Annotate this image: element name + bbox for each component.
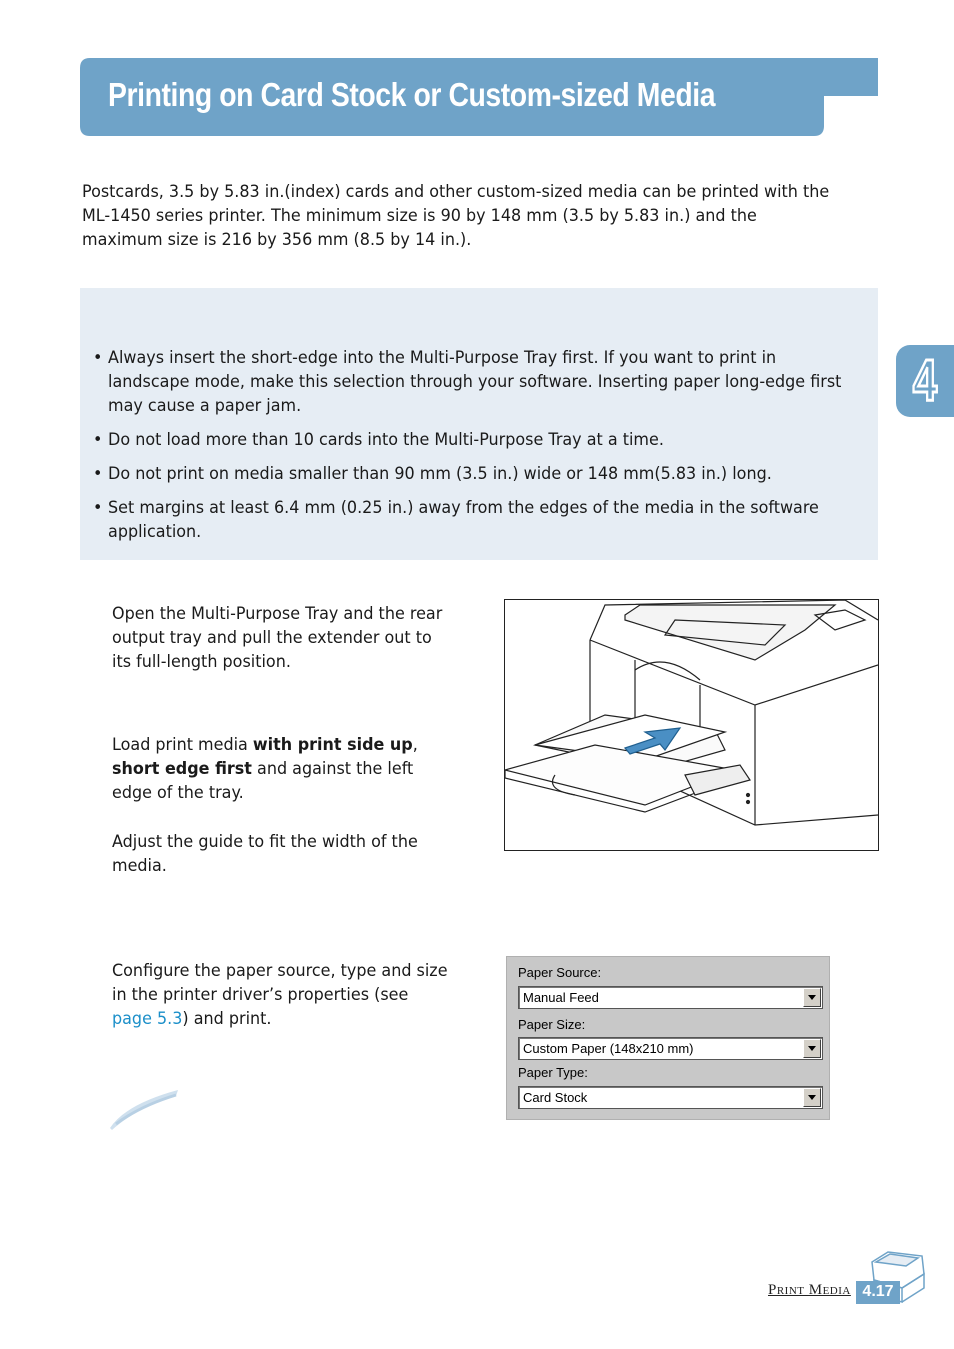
note-item [93,496,854,544]
dropdown-arrow-icon[interactable] [803,988,821,1007]
print-properties-dialog [506,956,830,1120]
note-item [93,462,854,486]
step-2b-text: Adjust the guide to fit the width of the media. [112,832,418,876]
note-item [93,428,854,452]
paper-type-label: Paper Type: [518,1065,588,1080]
paper-source-label: Paper Source: [518,965,602,980]
note-text: Always insert the short-edge into the Multi-Purpose Tray first. If you want to print in landscape mode, make this selection through your software. Inserting paper long-edge first may cause a paper jam. [108,348,842,416]
note-text: Do not print on media smaller than 90 mm (3.5 in.) wide or 148 mm(5.83 in.) long. [108,464,772,484]
paper-type-select[interactable] [518,1086,823,1109]
step-2-prefix: Load print media [112,735,253,755]
brush-stroke-icon [106,1086,182,1136]
step-2-suffix: and against the left edge of the tray. [112,759,414,803]
step-2-bold-edge: short edge first [112,759,252,779]
intro-paragraph: Postcards, 3.5 by 5.83 in.(index) cards and other custom-sized media can be printed with the ML-1450 series printer. The minimum size is 90 by 148 mm (3.5 by 5.83 in.) and the maximum size is 216 by 356 mm (8.5 by 14 in.). [82,182,830,250]
note-item [93,346,854,418]
paper-source-select[interactable] [518,986,823,1009]
chapter-tab [896,345,954,417]
note-text: Set margins at least 6.4 mm (0.25 in.) away from the edges of the media in the software application. [108,498,819,542]
step-3-suffix: ) and print. [182,1009,272,1029]
step-2-bold-side: with print side up [252,735,413,755]
bullet: • [93,348,103,368]
notes-list [93,346,854,554]
step-2-mid: , [412,735,418,755]
page-link[interactable]: page 5.3 [112,1009,183,1029]
dropdown-arrow-icon[interactable] [803,1039,821,1058]
step-1-text: Open the Multi-Purpose Tray and the rear output tray and pull the extender out to its full-length position. [112,604,443,672]
chapter-number: 4 [912,348,938,413]
dropdown-arrow-icon[interactable] [803,1088,821,1107]
paper-source-value: Manual Feed [523,990,599,1005]
page-number: 4.17 [862,1283,894,1300]
bullet: • [93,464,103,484]
paper-size-value: Custom Paper (148x210 mm) [523,1041,694,1056]
page-number-box [856,1281,900,1304]
paper-type-value: Card Stock [523,1090,588,1105]
step-3-text [112,959,450,1031]
printer-illustration [504,599,879,851]
footer-section-title: Print Media [768,1282,851,1298]
step-2-text [112,733,450,805]
bullet: • [93,498,103,518]
paper-size-select[interactable] [518,1037,823,1060]
bullet: • [93,430,103,450]
note-text: Do not load more than 10 cards into the Multi-Purpose Tray at a time. [108,430,664,450]
paper-size-label: Paper Size: [518,1017,586,1032]
page-title: Printing on Card Stock or Custom-sized Media [108,76,716,113]
step-3-prefix: Configure the paper source, type and size in the printer driver’s properties (see [112,961,448,1005]
